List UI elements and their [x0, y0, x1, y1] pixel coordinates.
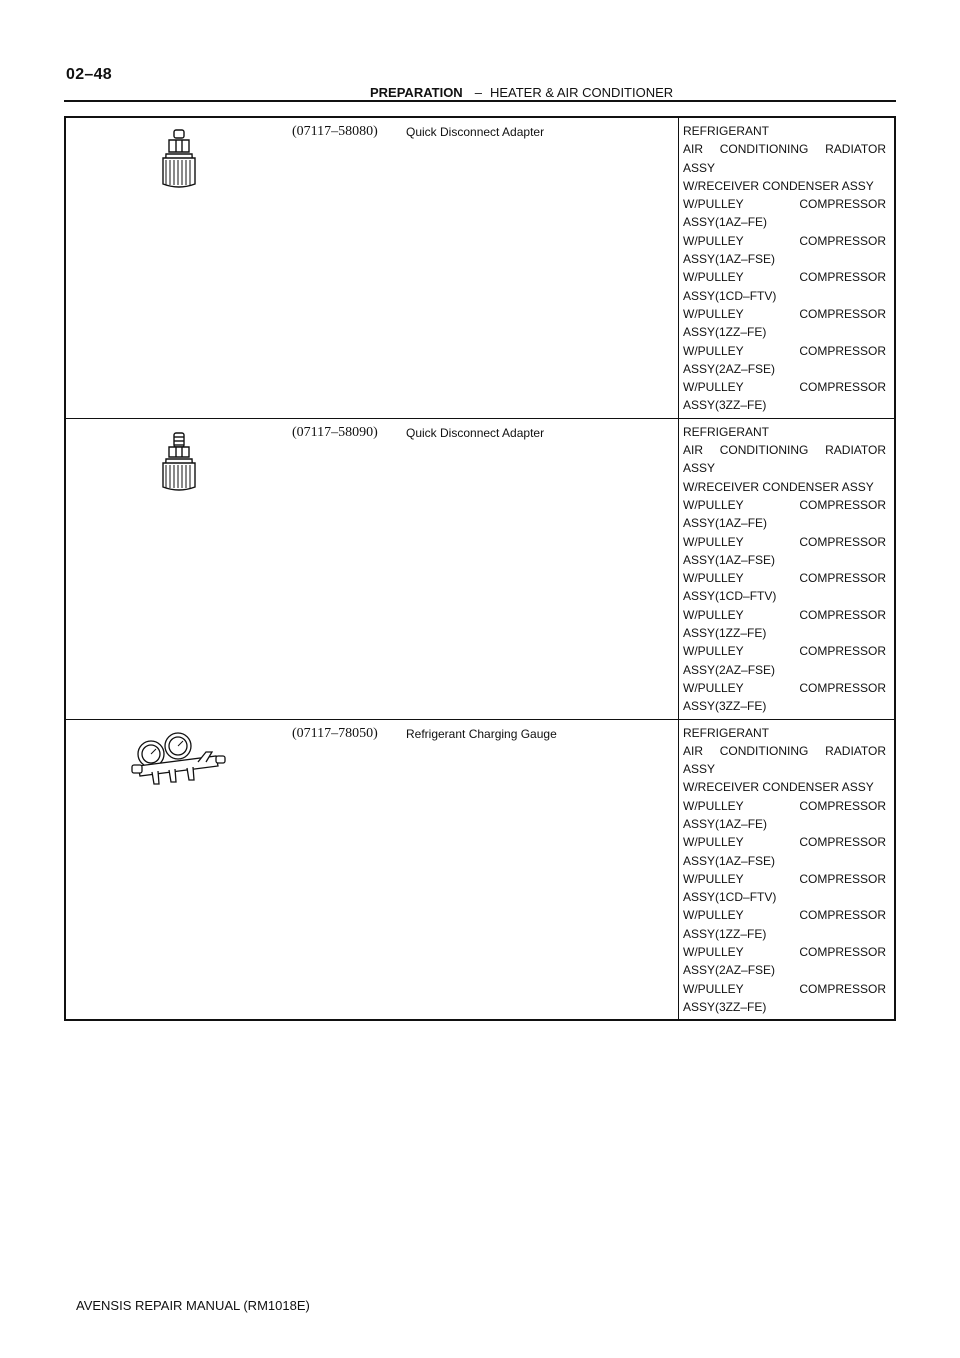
- usage-line: ASSY(1AZ–FE): [683, 516, 768, 531]
- usage-line: W/PULLEY COMPRESSOR: [683, 233, 886, 248]
- usage-line: ASSY(1AZ–FE): [683, 816, 768, 831]
- usage-line: ASSY(1ZZ–FE): [683, 626, 767, 641]
- usage-line: ASSY(2AZ–FSE): [683, 361, 776, 376]
- tool-name: Quick Disconnect Adapter: [402, 418, 679, 719]
- usage-line: W/PULLEY COMPRESSOR: [683, 571, 886, 586]
- tool-usage: [679, 117, 896, 418]
- usage-line: W/PULLEY COMPRESSOR: [683, 644, 886, 659]
- usage-line: W/PULLEY COMPRESSOR: [683, 380, 886, 395]
- section-title: PREPARATION: [370, 85, 463, 100]
- usage-line: W/PULLEY COMPRESSOR: [683, 945, 886, 960]
- tool-name: Quick Disconnect Adapter: [406, 125, 545, 139]
- usage-line: ASSY(3ZZ–FE): [683, 398, 767, 413]
- usage-line: ASSY(1ZZ–FE): [683, 325, 767, 340]
- page-number: 02–48: [66, 66, 112, 83]
- usage-line: ASSY(2AZ–FSE): [683, 662, 776, 677]
- tool-usage: [679, 418, 896, 719]
- usage-line: W/PULLEY COMPRESSOR: [683, 798, 886, 813]
- subsection-title: HEATER & AIR CONDITIONER: [489, 85, 674, 100]
- usage-line: REFRIGERANT: [683, 725, 770, 740]
- usage-line: ASSY: [683, 160, 716, 175]
- usage-line: W/PULLEY COMPRESSOR: [683, 871, 886, 886]
- usage-line: W/PULLEY COMPRESSOR: [683, 908, 886, 923]
- usage-line: W/PULLEY COMPRESSOR: [683, 497, 886, 512]
- tool-illustration-cell: [65, 719, 292, 1020]
- part-number: (07117–58090): [292, 418, 402, 719]
- usage-line: W/RECEIVER CONDENSER ASSY: [683, 178, 874, 193]
- usage-line: W/PULLEY COMPRESSOR: [683, 306, 886, 321]
- tool-illustration-cell: [65, 418, 292, 719]
- special-service-tools-table: [64, 116, 896, 1021]
- usage-line: ASSY(1AZ–FSE): [683, 853, 776, 868]
- page-footer: AVENSIS REPAIR MANUAL (RM1018E): [76, 1298, 310, 1313]
- usage-line: ASSY(3ZZ–FE): [683, 699, 767, 714]
- usage-line: ASSY(1AZ–FE): [683, 215, 768, 230]
- usage-line: ASSY: [683, 762, 716, 777]
- tool-name: Refrigerant Charging Gauge: [402, 719, 679, 1020]
- tool-row: [65, 117, 895, 418]
- usage-line: REFRIGERANT: [683, 424, 770, 439]
- usage-line: W/PULLEY COMPRESSOR: [683, 343, 886, 358]
- usage-line: AIR CONDITIONING RADIATOR: [683, 743, 886, 758]
- quick-disconnect-adapter-illustration: [66, 419, 292, 519]
- page-header: [64, 85, 673, 100]
- usage-line: AIR CONDITIONING RADIATOR: [683, 443, 886, 458]
- usage-line: ASSY(1AZ–FSE): [683, 252, 776, 267]
- usage-line: ASSY(1CD–FTV): [683, 589, 777, 604]
- usage-line: W/PULLEY COMPRESSOR: [683, 607, 886, 622]
- usage-line: W/PULLEY COMPRESSOR: [683, 680, 886, 695]
- tool-row: [65, 418, 895, 719]
- part-number: (07117–78050): [292, 719, 402, 1020]
- usage-line: W/PULLEY COMPRESSOR: [683, 197, 886, 212]
- usage-line: ASSY(1CD–FTV): [683, 288, 777, 303]
- usage-line: AIR CONDITIONING RADIATOR: [683, 142, 886, 157]
- part-number: (07117–58080): [292, 124, 378, 139]
- charging-gauge-manifold-illustration: [66, 720, 292, 800]
- usage-line: ASSY(1ZZ–FE): [683, 926, 767, 941]
- tool-illustration-cell: [65, 117, 292, 418]
- usage-line: W/PULLEY COMPRESSOR: [683, 270, 886, 285]
- usage-line: W/RECEIVER CONDENSER ASSY: [683, 780, 874, 795]
- usage-line: ASSY(1AZ–FSE): [683, 552, 776, 567]
- usage-line: W/RECEIVER CONDENSER ASSY: [683, 479, 874, 494]
- quick-disconnect-adapter-illustration: [66, 118, 292, 218]
- usage-line: W/PULLEY COMPRESSOR: [683, 534, 886, 549]
- usage-line: ASSY(2AZ–FSE): [683, 963, 776, 978]
- usage-line: W/PULLEY COMPRESSOR: [683, 981, 886, 996]
- usage-line: W/PULLEY COMPRESSOR: [683, 835, 886, 850]
- usage-line: ASSY(1CD–FTV): [683, 890, 777, 905]
- tool-usage: [679, 719, 896, 1020]
- tool-row: [65, 719, 895, 1020]
- usage-line: ASSY(3ZZ–FE): [683, 999, 767, 1014]
- usage-line: ASSY: [683, 461, 716, 476]
- usage-line: REFRIGERANT: [683, 124, 770, 138]
- header-separator: –: [474, 85, 482, 100]
- header-rule: [64, 100, 896, 102]
